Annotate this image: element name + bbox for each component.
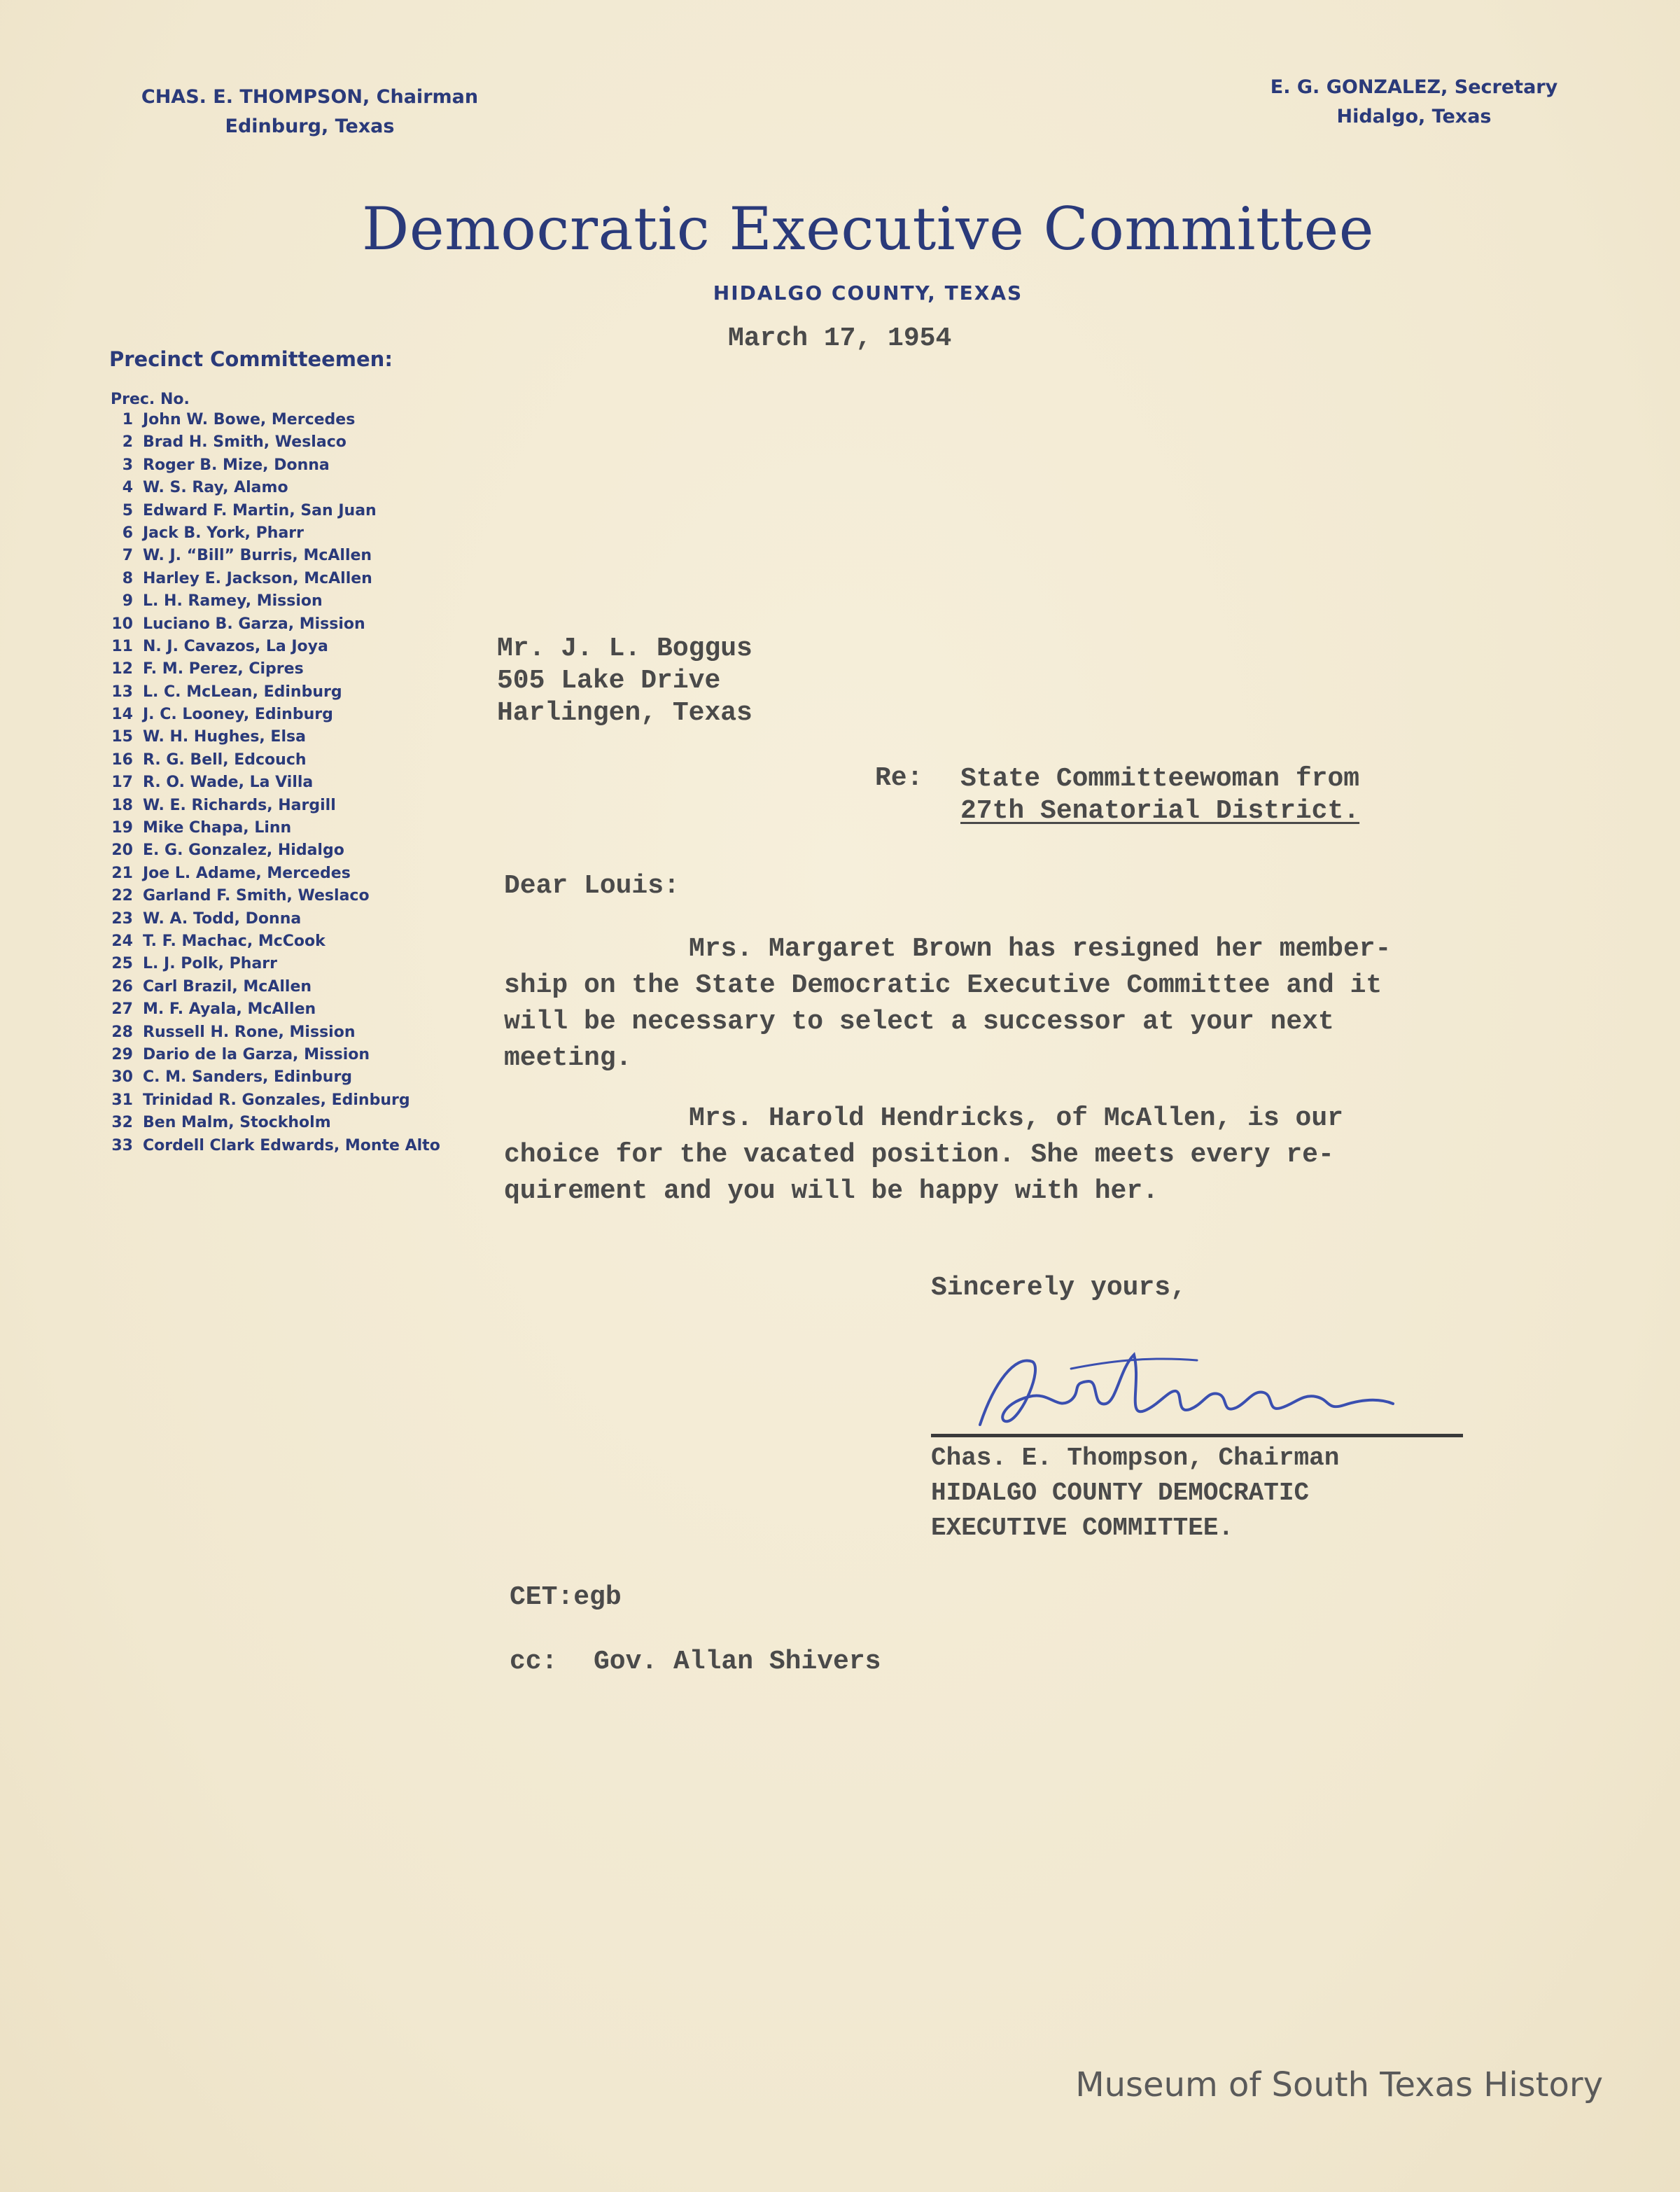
chairman-city: Edinburg, Texas (225, 116, 395, 137)
precinct-number: 14 (111, 706, 133, 724)
body-paragraph-1 (504, 931, 1484, 1077)
precinct-number: 2 (122, 433, 133, 452)
precinct-member-name: Brad H. Smith, Weslaco (143, 433, 346, 452)
precinct-member (104, 998, 440, 1021)
precinct-number: 7 (122, 547, 133, 565)
precinct-number: 23 (111, 909, 133, 928)
precinct-member-name: L. J. Polk, Pharr (143, 955, 277, 973)
precinct-member-name: Mike Chapa, Linn (143, 819, 292, 837)
precinct-member (104, 839, 440, 862)
precinct-column-label: Prec. No. (111, 391, 190, 408)
re-line-1: State Committeewoman from (960, 764, 1360, 794)
precinct-member-name: Cordell Clark Edwards, Monte Alto (143, 1136, 440, 1154)
precinct-number: 5 (122, 501, 133, 519)
precinct-member (104, 795, 440, 817)
precinct-member (104, 863, 440, 885)
precinct-number: 15 (111, 728, 133, 746)
signer-org-2: EXECUTIVE COMMITTEE. (931, 1514, 1234, 1542)
precinct-member-name: W. S. Ray, Alamo (143, 479, 288, 497)
re-subject (960, 763, 1359, 828)
chairman-name: CHAS. E. THOMPSON, Chairman (141, 86, 479, 108)
precinct-member (104, 953, 440, 975)
re-label: Re: (875, 763, 923, 793)
signer-name: Chas. E. Thompson, Chairman (931, 1444, 1340, 1472)
letterhead-title: Democratic Executive Committee (362, 195, 1374, 263)
precinct-member (104, 636, 440, 658)
precinct-member (104, 704, 440, 726)
precinct-member-name: M. F. Ayala, McAllen (143, 1000, 316, 1019)
precinct-member-name: John W. Bowe, Mercedes (143, 411, 356, 428)
precinct-member (104, 658, 440, 680)
handwritten-signature (966, 1341, 1400, 1439)
precinct-member (104, 681, 440, 704)
precinct-member-name: J. C. Looney, Edinburg (143, 706, 333, 724)
chairman-header (105, 83, 514, 141)
cc-name: Gov. Allan Shivers (594, 1647, 881, 1677)
precinct-number: 6 (122, 524, 133, 542)
recipient-street: 505 Lake Drive (497, 666, 721, 696)
precinct-member-name: W. E. Richards, Hargill (143, 796, 336, 814)
precinct-member (104, 500, 440, 522)
paragraph-line: quirement and you will be happy with her. (504, 1176, 1158, 1206)
precinct-member (104, 1089, 440, 1112)
cc-label: cc: (510, 1647, 558, 1677)
salutation: Dear Louis: (504, 871, 680, 901)
precinct-member-name: Carl Brazil, McAllen (143, 977, 312, 996)
precinct-member (104, 976, 440, 998)
precinct-member (104, 409, 440, 431)
precinct-member-name: Harley E. Jackson, McAllen (143, 569, 372, 587)
precinct-member (104, 613, 440, 636)
precinct-number: 8 (122, 569, 133, 587)
precinct-member-name: L. H. Ramey, Mission (143, 592, 323, 610)
precinct-member (104, 1021, 440, 1044)
paragraph-line: will be necessary to select a successor at your next (504, 1007, 1334, 1037)
precinct-member-name: E. G. Gonzalez, Hidalgo (143, 842, 344, 860)
precinct-member-name: Jack B. York, Pharr (143, 524, 304, 542)
signature-block (931, 1441, 1339, 1546)
precinct-member-name: Trinidad R. Gonzales, Edinburg (143, 1091, 410, 1109)
signature-line (931, 1434, 1463, 1437)
secretary-city: Hidalgo, Texas (1336, 106, 1492, 127)
secretary-header (1232, 73, 1596, 132)
precinct-member (104, 1066, 440, 1089)
precinct-member (104, 545, 440, 567)
precinct-member-name: C. M. Sanders, Edinburg (143, 1068, 353, 1087)
carbon-copy (510, 1647, 881, 1677)
precinct-heading: Precinct Committeemen: (109, 347, 393, 371)
precinct-member-name: Roger B. Mize, Donna (143, 456, 330, 474)
precinct-number: 30 (111, 1068, 133, 1087)
museum-watermark: Museum of South Texas History (1075, 2065, 1603, 2104)
precinct-member (104, 885, 440, 907)
paragraph-line: choice for the vacated position. She meets every re- (504, 1140, 1334, 1170)
precinct-number: 4 (122, 479, 133, 497)
precinct-member-name: Ben Malm, Stockholm (143, 1114, 331, 1132)
precinct-member (104, 477, 440, 499)
precinct-number: 16 (111, 751, 133, 769)
precinct-member (104, 454, 440, 477)
closing: Sincerely yours, (931, 1273, 1186, 1303)
precinct-number: 13 (111, 683, 133, 701)
precinct-member-name: Garland F. Smith, Weslaco (143, 887, 370, 905)
precinct-number: 22 (111, 887, 133, 905)
precinct-member (104, 522, 440, 545)
precinct-member (104, 817, 440, 839)
precinct-number: 27 (111, 1000, 133, 1019)
recipient-city: Harlingen, Texas (497, 698, 752, 728)
precinct-member (104, 772, 440, 794)
precinct-member-name: R. O. Wade, La Villa (143, 774, 314, 792)
recipient-address (497, 633, 752, 729)
precinct-number: 9 (122, 592, 133, 610)
precinct-number: 1 (122, 411, 133, 428)
precinct-member-name: W. H. Hughes, Elsa (143, 728, 306, 746)
recipient-name: Mr. J. L. Boggus (497, 634, 752, 664)
precinct-member (104, 749, 440, 772)
precinct-member-name: Russell H. Rone, Mission (143, 1023, 356, 1041)
precinct-member-name: Joe L. Adame, Mercedes (143, 864, 351, 882)
precinct-member-name: W. J. “Bill” Burris, McAllen (143, 547, 372, 565)
secretary-name: E. G. GONZALEZ, Secretary (1270, 76, 1558, 98)
precinct-member (104, 568, 440, 590)
precinct-member-name: F. M. Perez, Cipres (143, 660, 304, 678)
precinct-member-name: Dario de la Garza, Mission (143, 1045, 370, 1063)
precinct-number: 25 (111, 955, 133, 973)
paragraph-line: Mrs. Harold Hendricks, of McAllen, is our (689, 1103, 1343, 1133)
precinct-member (104, 590, 440, 613)
precinct-number: 20 (111, 842, 133, 860)
letterhead-subtitle: HIDALGO COUNTY, TEXAS (713, 281, 1023, 305)
paragraph-line: ship on the State Democratic Executive Committee and it (504, 970, 1382, 1000)
precinct-member-name: T. F. Machac, McCook (143, 932, 326, 950)
precinct-member-name: Edward F. Martin, San Juan (143, 501, 377, 519)
precinct-member-name: W. A. Todd, Donna (143, 909, 302, 928)
precinct-number: 12 (111, 660, 133, 678)
precinct-number: 3 (122, 456, 133, 474)
paragraph-line: meeting. (504, 1043, 632, 1073)
signer-org-1: HIDALGO COUNTY DEMOCRATIC (931, 1479, 1310, 1507)
precinct-number: 21 (111, 864, 133, 882)
precinct-member (104, 1044, 440, 1066)
letter-date: March 17, 1954 (728, 323, 952, 354)
precinct-number: 24 (111, 932, 133, 950)
precinct-member-name: L. C. McLean, Edinburg (143, 683, 342, 701)
body-paragraph-2 (504, 1101, 1484, 1210)
precinct-number: 18 (111, 796, 133, 814)
precinct-member (104, 908, 440, 930)
precinct-number: 19 (111, 819, 133, 837)
precinct-number: 11 (111, 637, 133, 655)
precinct-number: 28 (111, 1023, 133, 1041)
precinct-number: 29 (111, 1045, 133, 1063)
re-line-2: 27th Senatorial District. (960, 796, 1360, 826)
reference-initials: CET:egb (510, 1582, 622, 1612)
precinct-number: 26 (111, 977, 133, 996)
precinct-number: 10 (111, 615, 133, 633)
precinct-member (104, 726, 440, 748)
precinct-number: 33 (111, 1136, 133, 1154)
precinct-list (104, 409, 440, 1157)
precinct-member (104, 930, 440, 953)
precinct-member-name: N. J. Cavazos, La Joya (143, 637, 328, 655)
precinct-member-name: Luciano B. Garza, Mission (143, 615, 365, 633)
precinct-number: 31 (111, 1091, 133, 1109)
precinct-member (104, 1135, 440, 1157)
precinct-member (104, 431, 440, 454)
precinct-member (104, 1112, 440, 1134)
paragraph-line: Mrs. Margaret Brown has resigned her member- (689, 934, 1392, 964)
precinct-number: 17 (111, 774, 133, 792)
precinct-member-name: R. G. Bell, Edcouch (143, 751, 307, 769)
precinct-number: 32 (111, 1114, 133, 1132)
